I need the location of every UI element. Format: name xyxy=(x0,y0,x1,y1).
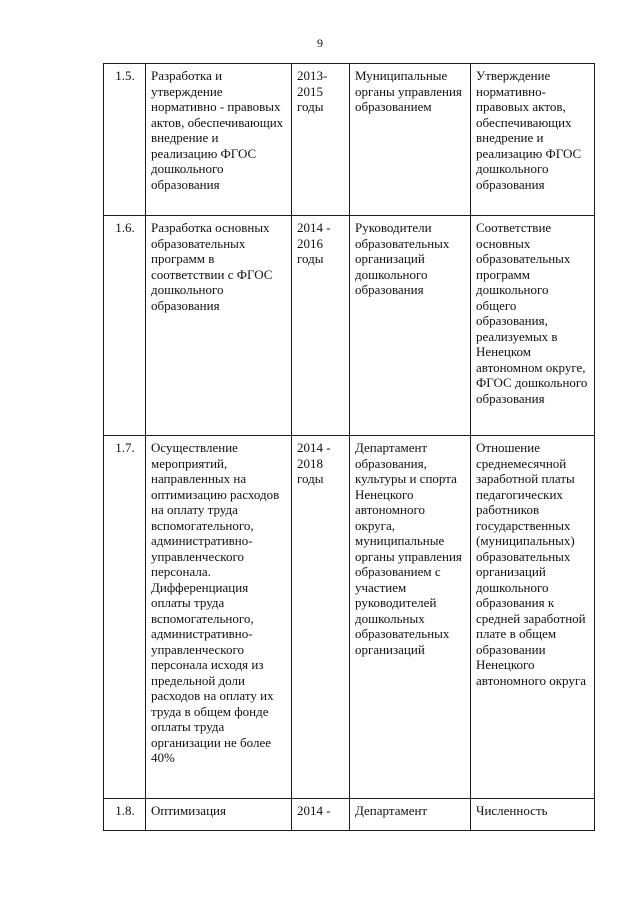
row-number-cell xyxy=(104,436,146,799)
table-row xyxy=(104,216,595,436)
executor-cell xyxy=(350,799,471,831)
measure-name: Разработка и утверждение нормативно - правовых актов, обеспечивающих внедрение и реализацию ФГОС дошкольного образования xyxy=(151,68,284,192)
result: Утверждение нормативно-правовых актов, обеспечивающих внедрение и реализацию ФГОС дошкольного образования xyxy=(476,68,582,192)
term-cell xyxy=(292,216,350,436)
row-number-cell xyxy=(104,216,146,436)
measures-table xyxy=(103,63,595,831)
term: 2014 - 2016 годы xyxy=(297,220,331,266)
executor: Департамент образования, культуры и спорта Ненецкого автономного округа, муниципальные органы управления образованием с участием руководителей дошкольных образовательных организаций xyxy=(355,440,462,657)
measure-name-cell xyxy=(146,64,292,216)
table-row xyxy=(104,436,595,799)
executor-cell xyxy=(350,436,471,799)
term-cell xyxy=(292,436,350,799)
executor: Муниципальные органы управления образованием xyxy=(355,68,462,114)
result: Численность xyxy=(476,803,548,818)
measure-name-cell xyxy=(146,799,292,831)
row-number: 1.6. xyxy=(115,220,135,235)
measure-name-cell xyxy=(146,216,292,436)
term: 2014 - xyxy=(297,803,331,818)
result-cell xyxy=(471,64,595,216)
row-number: 1.7. xyxy=(115,440,135,455)
term-cell xyxy=(292,64,350,216)
measure-name-cell xyxy=(146,436,292,799)
measure-name: Оптимизация xyxy=(151,803,226,818)
row-number: 1.5. xyxy=(115,68,135,83)
measure-name: Осуществление мероприятий, направленных на оптимизацию расходов на оплату труда вспомогательного, административно-управленческого персонала. Дифференциация оплаты труда вспомогательного, административно-управленческого персонала исходя из предельной доли расходов на оплату их труда в общем фонде оплаты труда организации не более 40% xyxy=(151,440,280,765)
result-cell xyxy=(471,216,595,436)
row-number-cell xyxy=(104,799,146,831)
executor-cell xyxy=(350,216,471,436)
executor-cell xyxy=(350,64,471,216)
table-row xyxy=(104,799,595,831)
page-number: 9 xyxy=(317,36,323,50)
result: Отношение среднемесячной заработной платы педагогических работников государственных (муниципальных) образовательных организаций дошкольного образования к средней заработной плате в общем образовании Ненецкого автономного округа xyxy=(476,440,586,688)
executor: Департамент xyxy=(355,803,428,818)
result: Соответствие основных образовательных программ дошкольного общего образования, реализуемых в Ненецком автономном округе, ФГОС дошкольного образования xyxy=(476,220,588,406)
row-number-cell xyxy=(104,64,146,216)
table-row xyxy=(104,64,595,216)
term-cell xyxy=(292,799,350,831)
term: 2013-2015 годы xyxy=(297,68,328,114)
term: 2014 - 2018 годы xyxy=(297,440,331,486)
result-cell xyxy=(471,799,595,831)
executor: Руководители образовательных организаций дошкольного образования xyxy=(355,220,450,297)
result-cell xyxy=(471,436,595,799)
row-number: 1.8. xyxy=(115,803,135,818)
measure-name: Разработка основных образовательных программ в соответствии с ФГОС дошкольного образования xyxy=(151,220,273,313)
